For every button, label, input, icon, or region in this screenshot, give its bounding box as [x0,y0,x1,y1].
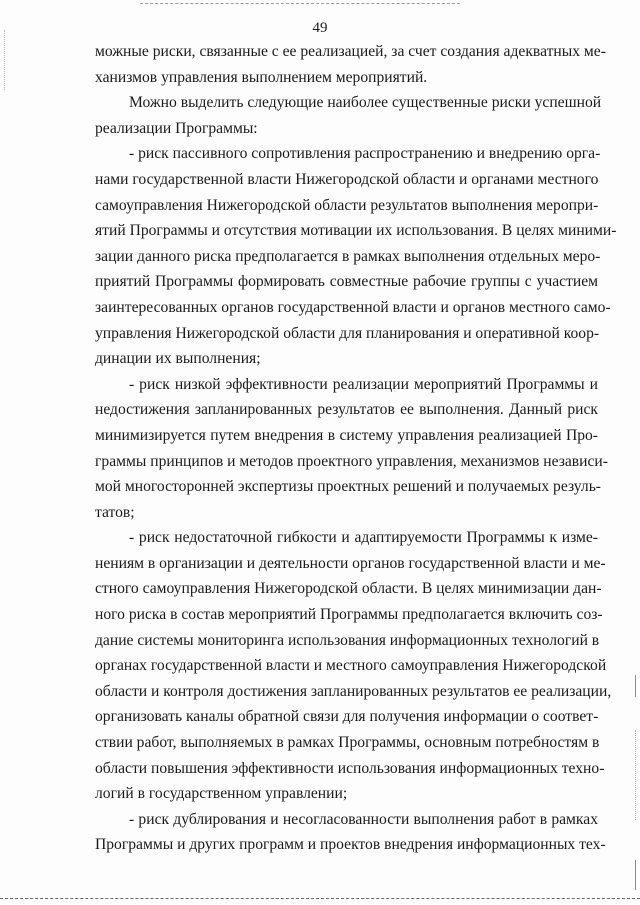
text-line: мой многосторонней экспертизы проектных решений и получаемых резуль- [95,478,601,496]
text-line: управления Нижегородской области для планирования и оперативной коор- [95,324,600,342]
scan-right-margin-mark [635,675,636,697]
text-line: Программы и других программ и проектов внедрения информационных тех- [95,836,606,854]
text-line: логий в государственном управлении; [95,785,348,803]
text-line: ханизмов управления выполнением мероприятий. [95,68,428,86]
scan-right-margin-mark [635,730,636,820]
text-line: реализации Программы: [95,119,258,137]
text-line: органах государственной власти и местного самоуправления Нижегородской [95,657,607,675]
text-line: - риск низкой эффективности реализации мероприятий Программы и [129,375,598,393]
text-line: организовать каналы обратной связи для получения информации о соответ- [95,708,599,726]
text-line: - риск пассивного сопротивления распространению и внедрению орга- [129,145,601,163]
scan-right-margin-mark [635,860,636,890]
text-line: дание системы мониторинга использования информационных технологий в [95,631,600,649]
text-line: динации их выполнения; [95,350,261,368]
text-line: недостижения запланированных результатов ее выполнения. Данный риск [95,401,598,419]
text-line: нениям в организации и деятельности органов государственной власти и ме- [95,554,606,572]
scan-top-edge [140,3,460,4]
text-line: области и контроля достижения запланированных результатов ее реализации, [95,682,612,700]
text-line: приятий Программы формировать совместные рабочие группы с участием [95,273,598,291]
text-line: ного риска в состав мероприятий Программы предполагается включить соз- [95,606,603,624]
text-line: можные риски, связанные с ее реализацией, за счет создания адекватных ме- [95,43,606,60]
text-line: зации данного риска предполагается в рамках выполнения отдельных меро- [95,247,601,265]
text-line: - риск недостаточной гибкости и адаптируемости Программы к изме- [129,529,598,547]
page-number: 49 [312,20,328,36]
body-text [95,39,617,858]
text-line: Можно выделить следующие наиболее существенные риски успешной [129,94,602,112]
text-line: заинтересованных органов государственной власти и органов местного само- [95,298,611,316]
text-line: самоуправления Нижегородской области результатов выполнения меропри- [95,196,599,214]
text-line: стного самоуправления Нижегородской области. В целях минимизации дан- [95,580,602,598]
text-line: ствии работ, выполняемых в рамках Программы, основным потребностям в [95,734,600,752]
text-line: минимизируется путем внедрения в систему управления реализацией Про- [95,426,598,444]
text-line: нами государственной власти Нижегородской области и органами местного [95,170,599,188]
text-line: ятий Программы и отсутствия мотивации их использования. В целях миними- [95,222,617,240]
text-line: - риск дублирования и несогласованности выполнения работ в рамках [129,810,598,828]
text-line: области повышения эффективности использования информационных техно- [95,759,605,777]
text-line: татов; [95,503,135,521]
scan-left-margin-marks [4,30,7,90]
scan-bottom-edge [0,898,640,899]
text-line: граммы принципов и методов проектного управления, механизмов независи- [95,452,608,470]
